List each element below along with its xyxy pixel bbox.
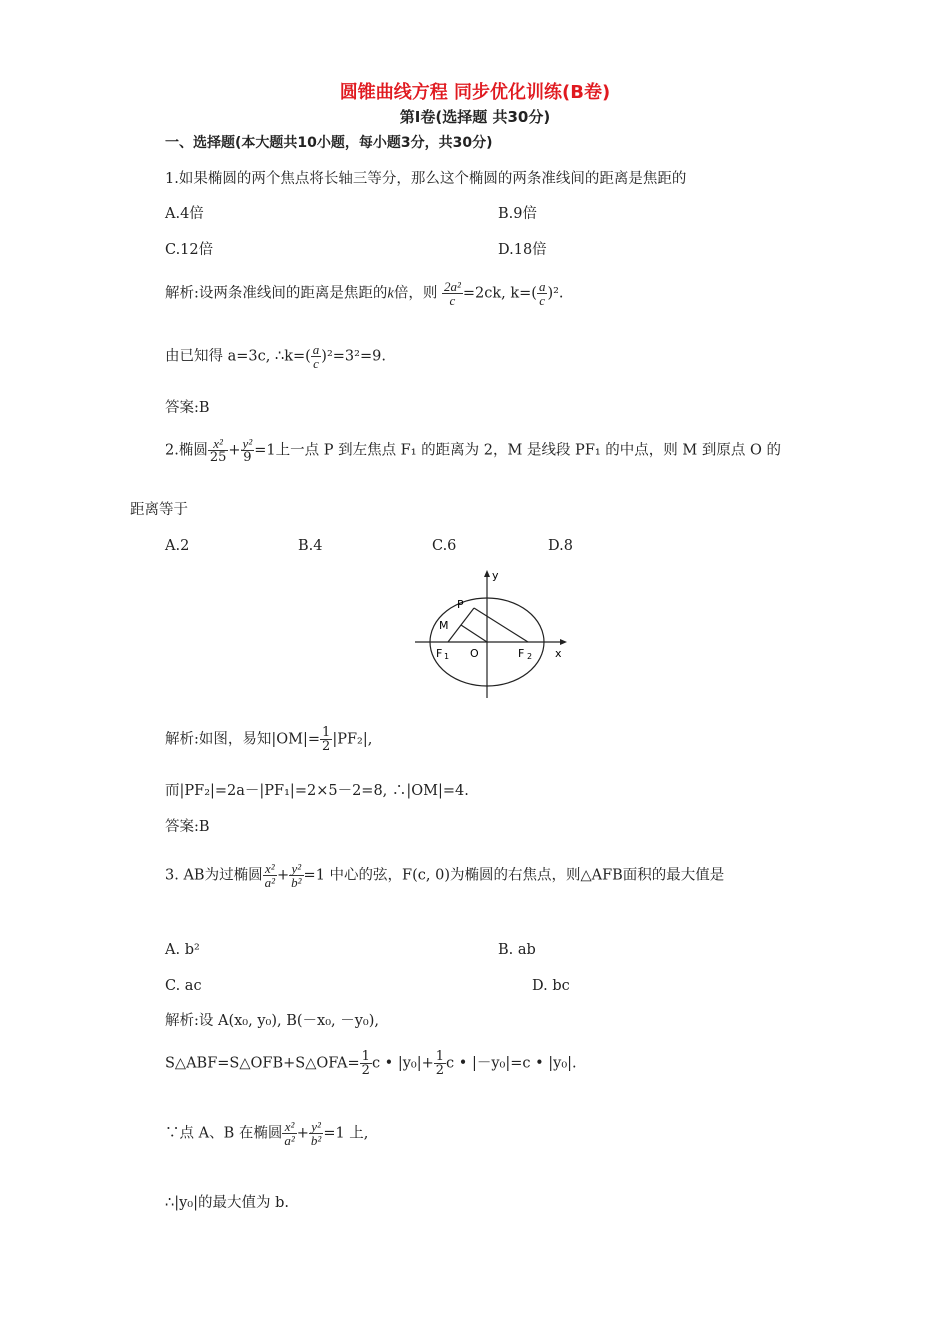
q3-half1-num: 1 [361,1049,370,1064]
q1-option-d: D.18倍 [498,242,547,258]
q2-half-num: 1 [322,725,331,740]
q1-line2-end: )²=3²=9. [321,348,386,365]
q3-analysis-line4: ∴|y₀|的最大值为 b. [165,1195,290,1211]
label-y: y [492,569,499,582]
ellipse-figure [410,565,570,700]
q3-analysis2-mid: c • |y₀|+ [371,1055,434,1072]
q1-option-a: A.4倍 [165,206,204,222]
segment-om [461,625,487,642]
q3-f2-num: y² [289,862,303,876]
q1-option-c: C.12倍 [165,242,214,258]
q3-half2-den: 2 [435,1063,445,1078]
q2-frac-y [241,437,255,464]
q3-analysis2-prefix: S△ABF=S△OFB+S△OFA= [165,1055,360,1072]
q1-stem: 1.如果椭圆的两个焦点将长轴三等分，那么这个椭圆的两条准线间的距离是焦距的 [165,171,687,187]
label-x: x [555,647,562,660]
q3-half-fraction-1 [360,1050,372,1077]
q3-f2-num-2: y² [309,1120,323,1134]
q1-option-b: B.9倍 [498,206,537,222]
q3-frac-y [289,862,303,889]
q2-analysis-line2: 而|PF₂|=2a－|PF₁|=2×5－2=8, ∴|OM|=4. [165,783,469,799]
q2-frac-x [208,437,229,464]
q2-f2-den: 9 [243,450,252,465]
q3-f1-num-2: x² [282,1120,296,1134]
q1-fraction [442,280,463,307]
q3-option-a: A. b² [165,942,200,958]
q3-analysis2-end: c • |－y₀|=c • |y₀|. [446,1055,577,1072]
q3-analysis-line1: 解析:设 A(x₀, y₀), B(－x₀, －y₀), [165,1013,380,1029]
q1-analysis-line2 [165,343,386,370]
q3-analysis3-end: =1 上, [323,1125,369,1142]
q1-line2-fraction [311,343,322,370]
label-f1: F [436,647,443,660]
q2-f2-num: y² [242,436,253,451]
label-m: M [439,619,449,632]
q1-analysis-line1 [165,280,564,307]
q2-analysis-line1 [165,726,372,753]
q3-frac-y-2 [309,1120,323,1147]
q1-analysis-prefix: 解析:设两条准线间的距离是焦距的 [165,285,388,302]
q1-frac2-den: c [539,293,546,308]
q3-f1-num: x² [263,862,277,876]
q3-f1-den-2: a² [284,1133,295,1148]
q3-half-fraction-2 [434,1050,446,1077]
q2-answer: 答案:B [165,819,210,835]
q1-analysis-mid: 倍，则 [393,285,438,302]
label-o: O [470,647,479,660]
part-subtitle: 第Ⅰ卷(选择题 共30分) [399,108,551,126]
q1-fraction-2 [537,280,548,307]
q2-option-c: C.6 [432,538,457,554]
q3-half2-num: 1 [435,1049,445,1064]
q3-f1-den: a² [264,875,275,890]
segment-pf2 [474,608,528,642]
q1-k: k [387,285,394,302]
q3-analysis3-prefix: ∵点 A、B 在椭圆 [165,1125,283,1142]
q2-half-fraction [320,726,332,753]
q2-plus: + [228,442,241,459]
x-axis-arrow [560,639,567,645]
q3-analysis-line2 [165,1050,577,1077]
q1-frac-den: c [449,293,456,308]
q2-stem-line2: 距离等于 [130,502,188,518]
q2-f1-den: 25 [209,450,227,465]
q3-half1-den: 2 [361,1063,370,1078]
q3-f2-den-2: b² [310,1133,322,1148]
q3-plus-2: + [296,1125,309,1142]
q3-analysis-line3 [165,1120,368,1147]
q2-stem [165,437,781,464]
q2-analysis1-prefix: 解析:如图，易知|OM|= [165,731,321,748]
q2-analysis1-end: |PF₂|, [332,731,373,748]
q2-option-a: A.2 [165,538,190,554]
q3-stem-prefix: 3. AB为过椭圆 [165,867,263,884]
q2-stem-rest: =1上一点 P 到左焦点 F₁ 的距离为 2，M 是线段 PF₁ 的中点，则 M 到原点 O 的 [254,442,781,459]
q1-frac-num: 2a² [443,279,461,294]
q3-option-d: D. bc [532,978,570,994]
section-heading: 一、选择题(本大题共10小题，每小题3分，共30分) [165,135,493,151]
q3-plus: + [276,867,290,884]
q3-f2-den: b² [291,875,302,890]
label-f1-sub: 1 [444,652,450,661]
q2-option-d: D.8 [548,538,573,554]
y-axis-arrow [484,570,490,577]
page-title: 圆锥曲线方程 同步优化训练(B卷) [339,82,611,103]
q1-answer: 答案:B [165,400,210,416]
q2-stem-prefix: 2.椭圆 [165,442,208,459]
q2-half-den: 2 [322,739,331,754]
q1-line2-den: c [313,356,319,371]
label-f2-sub: 2 [527,652,533,661]
q3-option-b: B. ab [498,942,536,958]
q1-line2-prefix: 由已知得 a=3c, ∴k=( [165,348,311,365]
q1-analysis-end: )². [547,285,564,302]
label-f2: F [518,647,525,660]
q3-frac-x-2 [282,1120,296,1147]
q3-frac-x [263,862,277,889]
label-p: P [457,598,464,611]
q1-analysis-eq: =2ck, k=( [462,285,537,302]
q1-frac2-num: a [538,279,546,294]
q3-stem [165,862,724,889]
q1-line2-num: a [312,342,320,357]
q2-option-b: B.4 [298,538,323,554]
q3-stem-rest: =1 中心的弦，F(c, 0)为椭圆的右焦点，则△AFB面积的最大值是 [303,867,725,884]
q2-f1-num: x² [208,437,229,451]
q3-option-c: C. ac [165,978,202,994]
